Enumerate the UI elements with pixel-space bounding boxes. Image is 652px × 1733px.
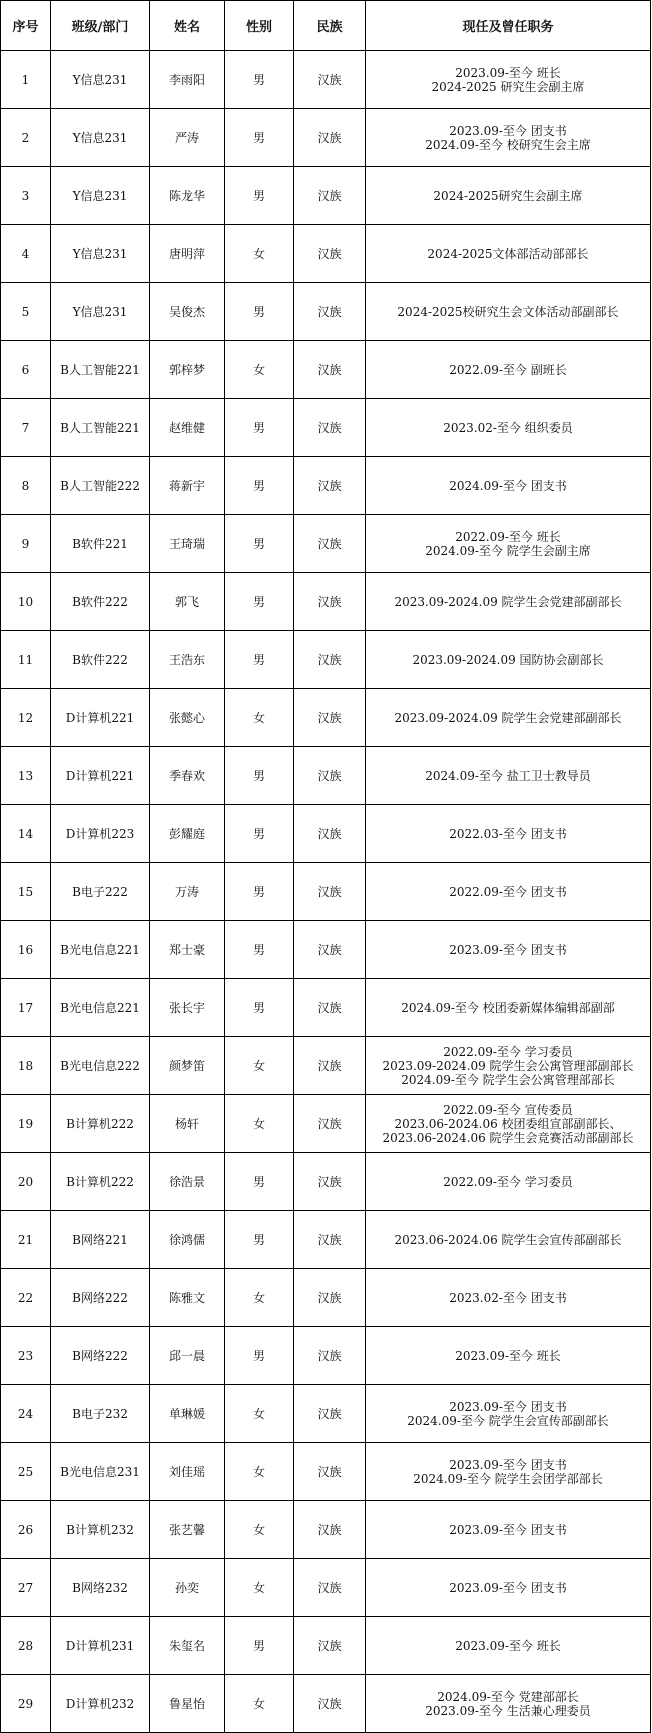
cell-ethnicity: 汉族 [294,1269,366,1327]
cell-no: 24 [1,1385,51,1443]
cell-ethnicity: 汉族 [294,921,366,979]
cell-class: Y信息231 [51,109,150,167]
cell-no: 26 [1,1501,51,1559]
cell-duties [366,399,651,457]
cell-gender: 男 [225,515,294,573]
cell-ethnicity: 汉族 [294,1153,366,1211]
cell-class: B光电信息231 [51,1443,150,1501]
cell-duties [366,341,651,399]
cell-gender: 男 [225,457,294,515]
cell-name: 蒋新宇 [150,457,225,515]
cell-duties [366,51,651,109]
cell-class: B光电信息221 [51,921,150,979]
duty-line: 2023.09-至今 班长 [455,1638,561,1653]
duty-line: 2024.09-至今 校研究生会主席 [425,137,591,152]
cell-name: 李雨阳 [150,51,225,109]
table-row [1,1443,651,1501]
cell-duties [366,1037,651,1095]
cell-no: 3 [1,167,51,225]
cell-ethnicity: 汉族 [294,283,366,341]
duty-line: 2023.09-至今 团支书 [449,1522,567,1537]
cell-duties [366,1617,651,1675]
cell-gender: 女 [225,1675,294,1733]
cell-ethnicity: 汉族 [294,805,366,863]
cell-class: D计算机223 [51,805,150,863]
table-row [1,515,651,573]
cell-name: 严涛 [150,109,225,167]
cell-duties [366,1559,651,1617]
cell-no: 5 [1,283,51,341]
table-row [1,1037,651,1095]
cell-duties [366,1327,651,1385]
table-row [1,1617,651,1675]
cell-duties [366,1269,651,1327]
cell-no: 21 [1,1211,51,1269]
table-row [1,573,651,631]
table-row [1,283,651,341]
duty-line: 2024.09-至今 院学生会宣传部副部长 [407,1413,609,1428]
header-no: 序号 [1,1,51,51]
cell-duties [366,689,651,747]
cell-gender: 男 [225,805,294,863]
table-row [1,631,651,689]
cell-name: 陈雅文 [150,1269,225,1327]
cell-no: 28 [1,1617,51,1675]
cell-class: B软件222 [51,573,150,631]
cell-duties [366,1095,651,1153]
cell-duties [366,1501,651,1559]
duty-line: 2023.06-2024.06 院学生会竞赛活动部副部长 [382,1130,634,1145]
cell-name: 杨轩 [150,1095,225,1153]
cell-no: 2 [1,109,51,167]
cell-name: 季春欢 [150,747,225,805]
duty-line: 2023.09-至今 班长 [455,1348,561,1363]
cell-name: 徐鸿儒 [150,1211,225,1269]
cell-duties [366,631,651,689]
cell-ethnicity: 汉族 [294,631,366,689]
cell-name: 吴俊杰 [150,283,225,341]
cell-gender: 男 [225,1327,294,1385]
cell-no: 8 [1,457,51,515]
duty-line: 2024.09-至今 党建部部长 [437,1689,579,1704]
cell-gender: 男 [225,573,294,631]
header-gender: 性别 [225,1,294,51]
cell-gender: 男 [225,1617,294,1675]
cell-ethnicity: 汉族 [294,341,366,399]
duty-line: 2023.09-2024.09 院学生会公寓管理部副部长 [382,1058,634,1073]
cell-class: B网络221 [51,1211,150,1269]
cell-class: B人工智能222 [51,457,150,515]
cell-class: D计算机221 [51,747,150,805]
cell-class: Y信息231 [51,51,150,109]
cell-no: 9 [1,515,51,573]
cell-no: 23 [1,1327,51,1385]
cell-gender: 女 [225,1095,294,1153]
cell-class: B电子232 [51,1385,150,1443]
cell-ethnicity: 汉族 [294,573,366,631]
cell-no: 18 [1,1037,51,1095]
cell-gender: 男 [225,283,294,341]
duty-line: 2022.09-至今 团支书 [449,884,567,899]
cell-name: 朱玺名 [150,1617,225,1675]
cell-ethnicity: 汉族 [294,863,366,921]
duty-line: 2023.09-至今 团支书 [449,1580,567,1595]
cell-name: 王浩东 [150,631,225,689]
cell-duties [366,1211,651,1269]
cell-class: B计算机222 [51,1095,150,1153]
duty-line: 2024.09-至今 校团委新媒体编辑部副部 [401,1000,615,1015]
cell-gender: 男 [225,399,294,457]
cell-gender: 男 [225,1211,294,1269]
cell-ethnicity: 汉族 [294,1559,366,1617]
cell-class: D计算机231 [51,1617,150,1675]
cell-duties [366,747,651,805]
duty-line: 2024-2025文体部活动部部长 [427,246,589,261]
cell-name: 鲁星怡 [150,1675,225,1733]
cell-no: 7 [1,399,51,457]
cell-class: B光电信息221 [51,979,150,1037]
cell-ethnicity: 汉族 [294,1327,366,1385]
duty-line: 2023.02-至今 组织委员 [443,420,573,435]
table-row [1,863,651,921]
table-row [1,1327,651,1385]
cell-ethnicity: 汉族 [294,689,366,747]
cell-class: Y信息231 [51,167,150,225]
duty-line: 2022.09-至今 宣传委员 [443,1102,573,1117]
cell-ethnicity: 汉族 [294,747,366,805]
table-row [1,1675,651,1733]
cell-class: B人工智能221 [51,341,150,399]
cell-gender: 女 [225,1501,294,1559]
duty-line: 2023.09-至今 团支书 [449,1399,567,1414]
duty-line: 2023.09-至今 团支书 [449,123,567,138]
cell-no: 29 [1,1675,51,1733]
cell-name: 郭飞 [150,573,225,631]
duty-line: 2023.06-2024.06 院学生会宣传部副部长 [394,1232,622,1247]
table-row [1,921,651,979]
cell-ethnicity: 汉族 [294,225,366,283]
duty-line: 2023.06-2024.06 校团委组宣部副部长、 [394,1116,622,1131]
cell-no: 20 [1,1153,51,1211]
cell-name: 彭耀庭 [150,805,225,863]
duty-line: 2022.03-至今 团支书 [449,826,567,841]
duty-line: 2024.09-至今 院学生会团学部部长 [413,1471,603,1486]
cell-no: 22 [1,1269,51,1327]
cell-no: 27 [1,1559,51,1617]
duty-line: 2023.09-2024.09 国防协会副部长 [412,652,604,667]
duty-line: 2022.09-至今 学习委员 [443,1044,573,1059]
cell-gender: 男 [225,1153,294,1211]
table-row [1,1501,651,1559]
cell-duties [366,1675,651,1733]
cell-duties [366,805,651,863]
cell-class: B软件222 [51,631,150,689]
table-row [1,1559,651,1617]
duty-line: 2022.09-至今 班长 [455,529,561,544]
duty-line: 2023.09-2024.09 院学生会党建部副部长 [394,710,622,725]
cell-class: B人工智能221 [51,399,150,457]
cell-class: B电子222 [51,863,150,921]
cell-gender: 男 [225,109,294,167]
cell-no: 11 [1,631,51,689]
cell-gender: 女 [225,689,294,747]
cell-name: 颜梦笛 [150,1037,225,1095]
cell-ethnicity: 汉族 [294,109,366,167]
cell-ethnicity: 汉族 [294,167,366,225]
duty-line: 2024.09-至今 团支书 [449,478,567,493]
cell-no: 12 [1,689,51,747]
cell-gender: 女 [225,1443,294,1501]
header-duties: 现任及曾任职务 [366,1,651,51]
cell-no: 14 [1,805,51,863]
cell-name: 邱一晨 [150,1327,225,1385]
cell-class: Y信息231 [51,283,150,341]
cell-name: 郭梓梦 [150,341,225,399]
cell-duties [366,283,651,341]
cell-ethnicity: 汉族 [294,457,366,515]
duty-line: 2024.09-至今 院学生会公寓管理部部长 [401,1072,615,1087]
table-header [1,1,651,51]
cell-gender: 男 [225,747,294,805]
duty-line: 2023.09-至今 团支书 [449,942,567,957]
table-row [1,1095,651,1153]
cell-duties [366,1443,651,1501]
cell-no: 15 [1,863,51,921]
table-row [1,399,651,457]
cell-no: 1 [1,51,51,109]
cell-name: 张长宇 [150,979,225,1037]
cell-class: B网络222 [51,1327,150,1385]
cell-class: B计算机232 [51,1501,150,1559]
duty-line: 2024-2025研究生会副主席 [433,188,583,203]
cell-ethnicity: 汉族 [294,1675,366,1733]
cell-gender: 女 [225,1385,294,1443]
header-row [1,1,651,51]
cell-name: 赵维健 [150,399,225,457]
cell-ethnicity: 汉族 [294,1211,366,1269]
cell-ethnicity: 汉族 [294,51,366,109]
cell-class: B光电信息222 [51,1037,150,1095]
cell-class: B计算机222 [51,1153,150,1211]
cell-ethnicity: 汉族 [294,515,366,573]
table-row [1,167,651,225]
cell-name: 万涛 [150,863,225,921]
cell-ethnicity: 汉族 [294,1443,366,1501]
duty-line: 2023.09-2024.09 院学生会党建部副部长 [394,594,622,609]
cell-gender: 男 [225,863,294,921]
cell-no: 25 [1,1443,51,1501]
cell-gender: 女 [225,1037,294,1095]
cell-duties [366,863,651,921]
cell-no: 19 [1,1095,51,1153]
cell-no: 10 [1,573,51,631]
cell-gender: 女 [225,1559,294,1617]
cell-ethnicity: 汉族 [294,1095,366,1153]
table-row [1,109,651,167]
cell-duties [366,109,651,167]
table-row [1,1153,651,1211]
cell-duties [366,1153,651,1211]
cell-duties [366,167,651,225]
cell-duties [366,1385,651,1443]
cell-duties [366,921,651,979]
header-ethnicity: 民族 [294,1,366,51]
cell-class: B软件221 [51,515,150,573]
cell-gender: 女 [225,341,294,399]
cell-ethnicity: 汉族 [294,1617,366,1675]
table-row [1,747,651,805]
cell-class: B网络222 [51,1269,150,1327]
cell-name: 张懿心 [150,689,225,747]
duty-line: 2023.09-至今 班长 [455,65,561,80]
cell-ethnicity: 汉族 [294,979,366,1037]
table-row [1,979,651,1037]
table-row [1,1269,651,1327]
cell-ethnicity: 汉族 [294,399,366,457]
duty-line: 2022.09-至今 学习委员 [443,1174,573,1189]
cell-duties [366,515,651,573]
table-row [1,341,651,399]
duty-line: 2024.09-至今 院学生会副主席 [425,543,591,558]
cell-gender: 女 [225,1269,294,1327]
table-row [1,689,651,747]
header-name: 姓名 [150,1,225,51]
cell-gender: 男 [225,979,294,1037]
cell-gender: 男 [225,631,294,689]
cell-no: 4 [1,225,51,283]
cell-name: 郑士豪 [150,921,225,979]
cell-gender: 男 [225,921,294,979]
cell-ethnicity: 汉族 [294,1501,366,1559]
cell-duties [366,225,651,283]
cell-name: 单琳媛 [150,1385,225,1443]
duty-line: 2023.09-至今 生活兼心理委员 [425,1703,591,1718]
table-row [1,225,651,283]
duty-line: 2023.02-至今 团支书 [449,1290,567,1305]
duty-line: 2023.09-至今 团支书 [449,1457,567,1472]
cell-name: 王琦瑞 [150,515,225,573]
cell-name: 刘佳瑶 [150,1443,225,1501]
table-row [1,805,651,863]
cell-no: 13 [1,747,51,805]
table-row [1,51,651,109]
cell-duties [366,573,651,631]
duty-line: 2024.09-至今 盐工卫士教导员 [425,768,591,783]
cell-no: 17 [1,979,51,1037]
cell-ethnicity: 汉族 [294,1037,366,1095]
cell-class: D计算机221 [51,689,150,747]
cell-name: 孙奕 [150,1559,225,1617]
table-row [1,457,651,515]
cell-duties [366,979,651,1037]
table-row [1,1211,651,1269]
table-row [1,1385,651,1443]
cell-class: B网络232 [51,1559,150,1617]
cell-class: D计算机232 [51,1675,150,1733]
cell-gender: 男 [225,167,294,225]
cell-gender: 男 [225,51,294,109]
cell-no: 6 [1,341,51,399]
cell-duties [366,457,651,515]
cell-name: 唐明萍 [150,225,225,283]
cell-name: 徐浩景 [150,1153,225,1211]
duty-line: 2024-2025 研究生会副主席 [431,79,585,94]
header-class: 班级/部门 [51,1,150,51]
cell-gender: 女 [225,225,294,283]
cell-no: 16 [1,921,51,979]
cell-class: Y信息231 [51,225,150,283]
table-body [1,51,651,1733]
duty-line: 2024-2025校研究生会文体活动部副部长 [397,304,619,319]
cell-name: 陈龙华 [150,167,225,225]
cell-name: 张艺馨 [150,1501,225,1559]
duty-line: 2022.09-至今 副班长 [449,362,567,377]
cell-ethnicity: 汉族 [294,1385,366,1443]
